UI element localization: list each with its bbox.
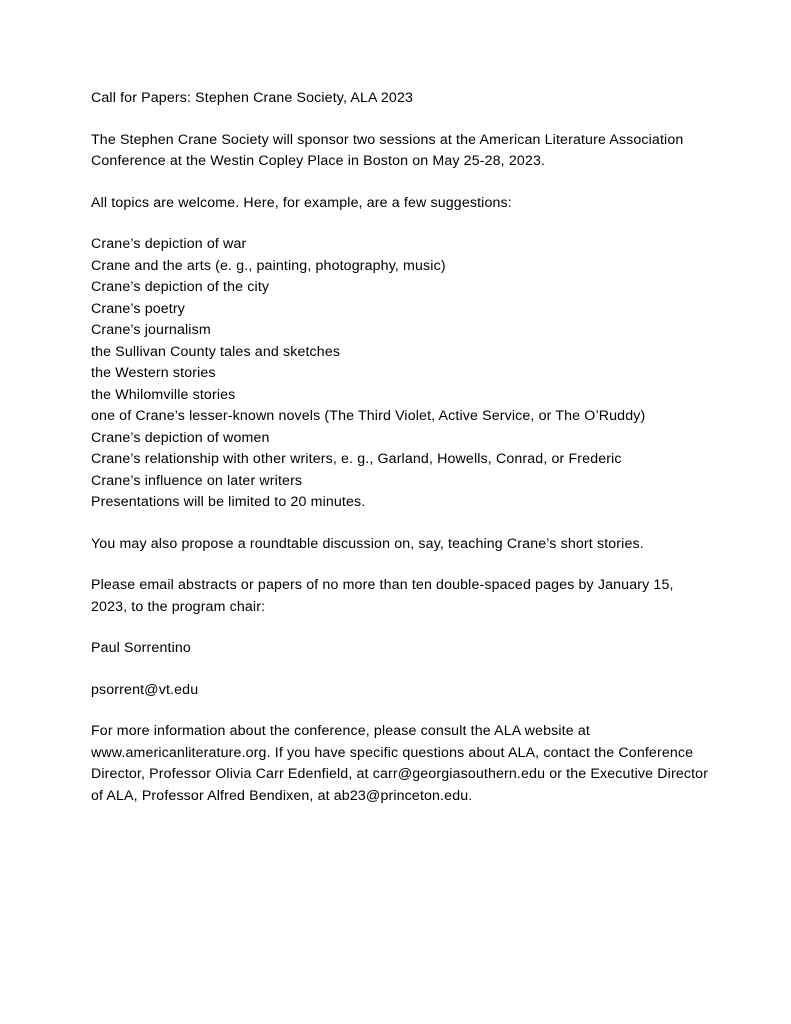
- list-item: Crane and the arts (e. g., painting, photography, music): [91, 257, 446, 274]
- list-item: Presentations will be limited to 20 minutes.: [91, 494, 366, 510]
- list-item: the Sullivan County tales and sketches: [91, 343, 341, 360]
- list-item: Crane’s relationship with other writers, e. g., Garland, Howells, Conrad, or Frederic: [91, 451, 622, 467]
- roundtable-paragraph: You may also propose a roundtable discussion on, say, teaching Crane’s short stories.: [91, 535, 644, 552]
- list-item: Crane’s influence on later writers: [91, 472, 303, 489]
- program-chair-name: Paul Sorrentino: [91, 640, 191, 656]
- document-body: [91, 88, 711, 827]
- topics-list: [91, 234, 711, 514]
- list-item: Crane’s journalism: [91, 322, 211, 338]
- list-item: the Whilomville stories: [91, 386, 236, 403]
- document-title: Call for Papers: Stephen Crane Society, ALA 2023: [91, 90, 414, 106]
- list-item: Crane’s depiction of the city: [91, 279, 270, 295]
- topics-lead-paragraph: All topics are welcome. Here, for example, are a few suggestions:: [91, 194, 512, 211]
- submission-paragraph: Please email abstracts or papers of no more than ten double-spaced pages by January 15, 2023, to the program chair:: [91, 577, 674, 615]
- list-item: the Western stories: [91, 365, 216, 381]
- list-item: Crane’s poetry: [91, 300, 185, 317]
- list-item: Crane’s depiction of war: [91, 236, 247, 252]
- more-information-paragraph: For more information about the conference, please consult the ALA website at www.americanliterature.org. If you have specific questions about ALA, contact the Conference Director, Professor Olivia Carr Edenfield, at carr@georgiasouthern.edu or the Executive Director of ALA, Professor Alfred Bendixen, at ab23@princeton.edu.: [91, 723, 709, 804]
- program-chair-email: psorrent@vt.edu: [91, 681, 199, 698]
- list-item: Crane’s depiction of women: [91, 429, 270, 446]
- list-item: one of Crane’s lesser-known novels (The Third Violet, Active Service, or The O’Ruddy): [91, 408, 646, 424]
- intro-paragraph: The Stephen Crane Society will sponsor two sessions at the American Literature Association Conference at the Westin Copley Place in Boston on May 25-28, 2023.: [91, 131, 684, 169]
